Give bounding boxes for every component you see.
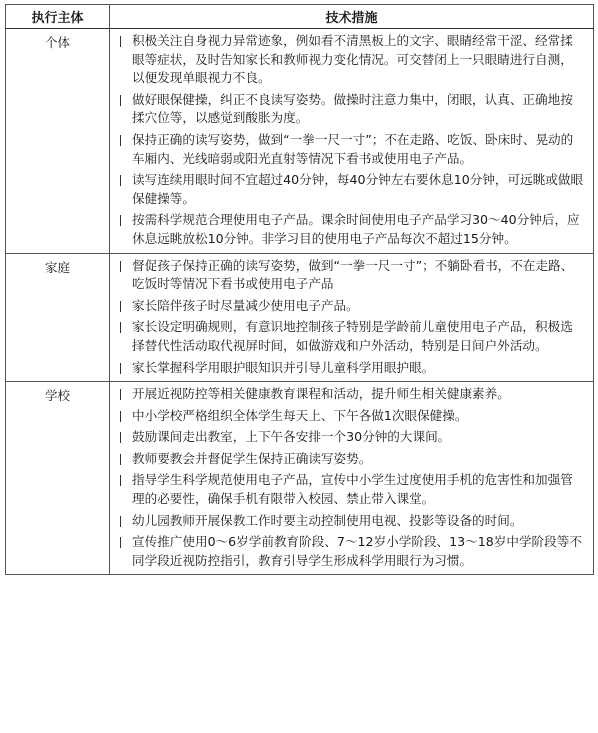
measures-table bbox=[5, 4, 594, 575]
measure-item: 读写连续用眼时间不宜超过40分钟，每40分钟左右要休息10分钟，可远眺或做眼保健操等。 bbox=[118, 171, 585, 208]
measure-item: 积极关注自身视力异常迹象，例如看不清黑板上的文字、眼睛经常干涩、经常揉眼等症状，及时告知家长和教师视力变化情况。可交替闭上一只眼睛进行自测，以便发现单眼视力不良。 bbox=[118, 32, 585, 88]
header-measures: 技术措施 bbox=[110, 5, 594, 29]
subject-cell: 学校 bbox=[6, 382, 110, 575]
table-row-family bbox=[6, 253, 594, 382]
measure-item: 鼓励课间走出教室，上下午各安排一个30分钟的大课间。 bbox=[118, 428, 585, 447]
header-subject: 执行主体 bbox=[6, 5, 110, 29]
measure-item: 开展近视防控等相关健康教育课程和活动，提升师生相关健康素养。 bbox=[118, 385, 585, 404]
measure-item: 保持正确的读写姿势，做到“一拳一尺一寸”；不在走路、吃饭、卧床时、晃动的车厢内、光线暗弱或阳光直射等情况下看书或使用电子产品。 bbox=[118, 131, 585, 168]
measures-cell bbox=[110, 382, 594, 575]
measure-item: 督促孩子保持正确的读写姿势，做到“一拳一尺一寸”；不躺卧看书，不在走路、吃饭时等情况下看书或使用电子产品 bbox=[118, 257, 585, 294]
measure-item: 中小学校严格组织全体学生每天上、下午各做1次眼保健操。 bbox=[118, 407, 585, 426]
measures-cell bbox=[110, 253, 594, 382]
table-row-school bbox=[6, 382, 594, 575]
measure-item: 按需科学规范合理使用电子产品。课余时间使用电子产品学习30～40分钟后，应休息远眺放松10分钟。非学习目的使用电子产品每次不超过15分钟。 bbox=[118, 211, 585, 248]
measure-item: 宣传推广使用0～6岁学前教育阶段、7～12岁小学阶段、13～18岁中学阶段等不同学段近视防控指引，教育引导学生形成科学用眼行为习惯。 bbox=[118, 533, 585, 570]
measure-item: 做好眼保健操，纠正不良读写姿势。做操时注意力集中，闭眼，认真、正确地按揉穴位等，以感觉到酸胀为度。 bbox=[118, 91, 585, 128]
measure-item: 指导学生科学规范使用电子产品，宣传中小学生过度使用手机的危害性和加强管理的必要性，确保手机有限带入校园、禁止带入课堂。 bbox=[118, 471, 585, 508]
header-row bbox=[6, 5, 594, 29]
measures-cell bbox=[110, 29, 594, 254]
measure-item: 教师要教会并督促学生保持正确读写姿势。 bbox=[118, 450, 585, 469]
subject-cell: 家庭 bbox=[6, 253, 110, 382]
measure-item: 家长掌握科学用眼护眼知识并引导儿童科学用眼护眼。 bbox=[118, 359, 585, 378]
measure-item: 幼儿园教师开展保教工作时要主动控制使用电视、投影等设备的时间。 bbox=[118, 512, 585, 531]
table-row-individual bbox=[6, 29, 594, 254]
measure-item: 家长设定明确规则，有意识地控制孩子特别是学龄前儿童使用电子产品，积极选择替代性活动取代视屏时间，如做游戏和户外活动，特别是日间户外活动。 bbox=[118, 318, 585, 355]
subject-cell: 个体 bbox=[6, 29, 110, 254]
measure-item: 家长陪伴孩子时尽量减少使用电子产品。 bbox=[118, 297, 585, 316]
